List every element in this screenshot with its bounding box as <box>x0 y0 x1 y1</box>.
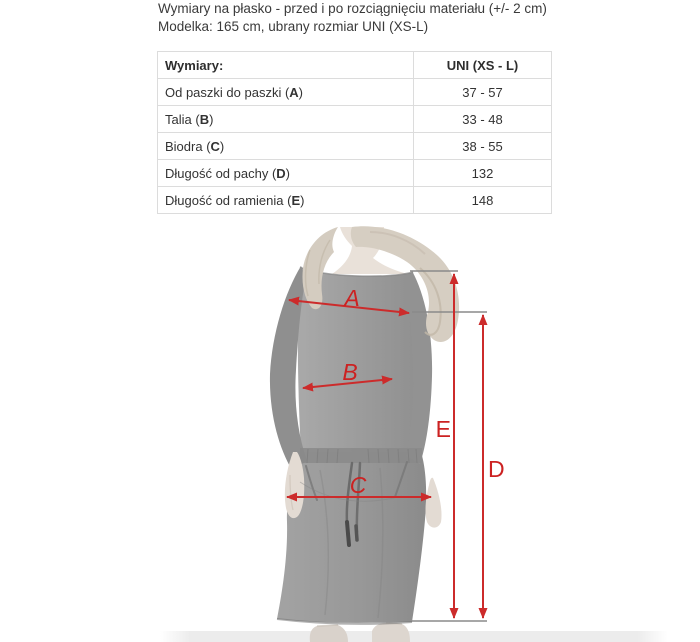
measure-label-b: B <box>342 359 358 385</box>
waistband <box>300 448 422 463</box>
measurement-value: 37 - 57 <box>414 79 552 106</box>
measurement-value: 132 <box>414 160 552 187</box>
table-row <box>158 106 552 133</box>
table-row <box>158 133 552 160</box>
intro-line-1: Wymiary na płasko - przed i po rozciągnięciu materiału (+/- 2 cm) <box>158 1 547 16</box>
measurement-value: 148 <box>414 187 552 214</box>
measurement-value: 38 - 55 <box>414 133 552 160</box>
measurement-label: Od paszki do paszki (A) <box>158 79 414 106</box>
table-row <box>158 160 552 187</box>
size-table-header-name: Wymiary: <box>158 52 414 79</box>
measurement-value: 33 - 48 <box>414 106 552 133</box>
measurement-label: Długość od ramienia (E) <box>158 187 414 214</box>
measure-label-c: C <box>349 472 367 498</box>
measurement-label: Biodra (C) <box>158 133 414 160</box>
right-hand <box>426 478 442 528</box>
size-table-header-size: UNI (XS - L) <box>414 52 552 79</box>
size-table-header-row <box>158 52 552 79</box>
intro-line-2: Modelka: 165 cm, ubrany rozmiar UNI (XS-L) <box>158 19 429 34</box>
measurement-label: Talia (B) <box>158 106 414 133</box>
measure-label-d: D <box>488 456 505 482</box>
measure-label-a: A <box>344 285 360 311</box>
table-row <box>158 79 552 106</box>
product-photo <box>140 225 680 642</box>
table-row <box>158 187 552 214</box>
size-table <box>157 51 552 214</box>
measurement-label: Długość od pachy (D) <box>158 160 414 187</box>
measurement-intro <box>158 0 547 36</box>
measure-label-e: E <box>435 416 451 442</box>
floor-shadow <box>160 631 668 642</box>
